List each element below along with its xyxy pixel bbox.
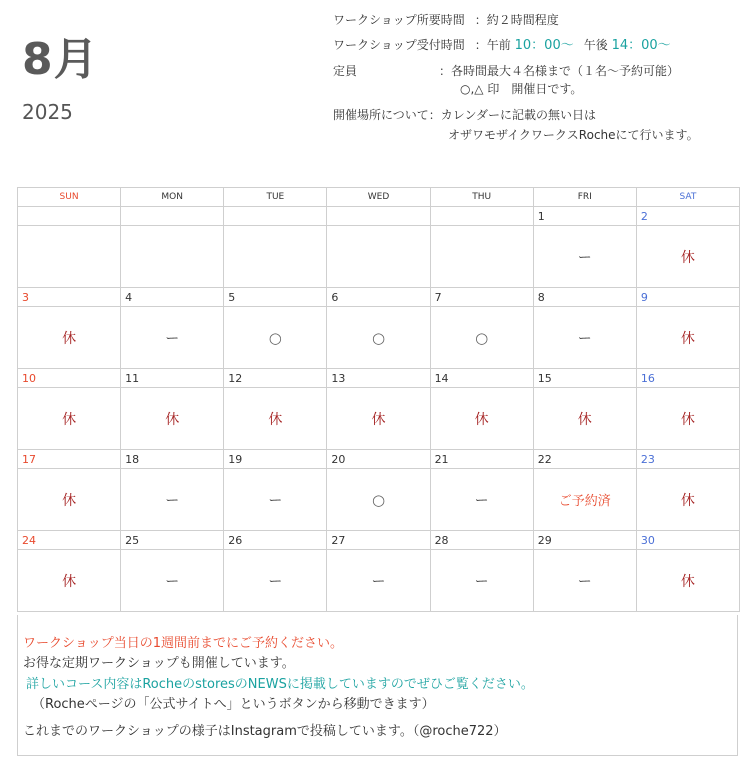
day-number: 18 (121, 450, 224, 469)
day-number: 17 (18, 450, 121, 469)
day-number: 4 (121, 288, 224, 307)
day-number: 27 (327, 531, 430, 550)
day-status (18, 226, 121, 288)
day-status-none: ー (327, 550, 430, 612)
day-status-closed: 休 (636, 388, 739, 450)
day-status-none: ー (121, 469, 224, 531)
month-title: 8月 (22, 34, 99, 85)
day-status-open: ○ (224, 307, 327, 369)
weekday-wed: WED (327, 188, 430, 207)
date-row (18, 207, 740, 226)
day-status-closed: 休 (636, 307, 739, 369)
day-status (430, 226, 533, 288)
day-number: 2 (636, 207, 739, 226)
notes-panel (17, 615, 738, 756)
reception-colon: ： (474, 38, 487, 52)
reception-label: ワークショップ受付時間 (333, 38, 465, 52)
day-status-none: ー (533, 550, 636, 612)
mark-row (18, 388, 740, 450)
day-status-booked: ご予約済 (533, 469, 636, 531)
weekday-thu: THU (430, 188, 533, 207)
day-number: 10 (18, 369, 121, 388)
capacity-label: 定員 (333, 64, 358, 78)
day-number: 11 (121, 369, 224, 388)
day-number: 9 (636, 288, 739, 307)
day-number: 8 (533, 288, 636, 307)
day-number: 19 (224, 450, 327, 469)
day-status-closed: 休 (430, 388, 533, 450)
day-number: 1 (533, 207, 636, 226)
day-number: 21 (430, 450, 533, 469)
day-status-open: ○ (327, 469, 430, 531)
day-number: 7 (430, 288, 533, 307)
mark-row (18, 550, 740, 612)
date-row (18, 288, 740, 307)
calendar-body (18, 207, 740, 612)
day-number: 13 (327, 369, 430, 388)
weekday-sat: SAT (636, 188, 739, 207)
calendar-table (17, 187, 740, 612)
day-status-none: ー (121, 307, 224, 369)
day-status-closed: 休 (18, 307, 121, 369)
weekday-tue: TUE (224, 188, 327, 207)
day-status-none: ー (224, 550, 327, 612)
day-number: 24 (18, 531, 121, 550)
day-number: 14 (430, 369, 533, 388)
weekday-fri: FRI (533, 188, 636, 207)
day-status (327, 226, 430, 288)
am-label: 午前 (486, 38, 511, 52)
note-course-details: 詳しいコース内容はRocheのstoresのNEWSに掲載していますのでぜひご覧ください。 (26, 677, 534, 692)
day-status-closed: 休 (327, 388, 430, 450)
duration-row (333, 12, 559, 28)
pm-label: 午後 (583, 38, 608, 52)
note-regular-workshop: お得な定期ワークショップも開催しています。 (23, 656, 295, 671)
day-number: 12 (224, 369, 327, 388)
capacity-value: ：各時間最大４名様まで（１名〜予約可能） (439, 64, 680, 78)
day-number: 23 (636, 450, 739, 469)
day-number (430, 207, 533, 226)
day-number: 5 (224, 288, 327, 307)
day-status-closed: 休 (18, 550, 121, 612)
day-number: 30 (636, 531, 739, 550)
day-number: 22 (533, 450, 636, 469)
pm-time: 14：00〜 (611, 38, 671, 53)
day-status-closed: 休 (18, 469, 121, 531)
day-number (121, 207, 224, 226)
weekday-mon: MON (121, 188, 224, 207)
mark-row (18, 307, 740, 369)
duration-value: ：約２時間程度 (474, 13, 559, 27)
day-status-none: ー (430, 469, 533, 531)
day-number: 28 (430, 531, 533, 550)
day-status-closed: 休 (636, 226, 739, 288)
date-row (18, 450, 740, 469)
day-status-none: ー (224, 469, 327, 531)
day-status-open: ○ (327, 307, 430, 369)
year-label: 2025 (22, 100, 73, 124)
day-status-none: ー (121, 550, 224, 612)
day-status (224, 226, 327, 288)
note-instagram: これまでのワークショップの様子はInstagramで投稿しています。（@roche722） (23, 724, 507, 739)
weekday-header-row (18, 188, 740, 207)
day-number (327, 207, 430, 226)
venue-note: オザワモザイクワークスRocheにて行います。 (448, 128, 699, 142)
am-time: 10：00〜 (514, 38, 574, 53)
day-status-closed: 休 (533, 388, 636, 450)
day-status-none: ー (430, 550, 533, 612)
mark-row (18, 226, 740, 288)
mark-row (18, 469, 740, 531)
day-number: 6 (327, 288, 430, 307)
note-official-site: （Rocheページの「公式サイトへ」というボタンから移動できます） (32, 697, 435, 712)
day-number: 26 (224, 531, 327, 550)
day-number: 20 (327, 450, 430, 469)
day-status-closed: 休 (121, 388, 224, 450)
venue-label: 開催場所について：カレンダーに記載の無い日は (333, 108, 596, 122)
capacity-note: ○,△ 印 開催日です。 (460, 82, 583, 96)
date-row (18, 369, 740, 388)
day-number (224, 207, 327, 226)
day-number: 25 (121, 531, 224, 550)
reception-row (333, 37, 671, 54)
day-number: 15 (533, 369, 636, 388)
note-reservation-deadline: ワークショップ当日の1週間前までにご予約ください。 (23, 636, 344, 651)
day-status (121, 226, 224, 288)
day-status-closed: 休 (18, 388, 121, 450)
day-status-none: ー (533, 226, 636, 288)
day-status-closed: 休 (224, 388, 327, 450)
day-status-closed: 休 (636, 469, 739, 531)
date-row (18, 531, 740, 550)
day-number (18, 207, 121, 226)
capacity-row (333, 63, 357, 79)
duration-label: ワークショップ所要時間 (333, 13, 465, 27)
day-number: 16 (636, 369, 739, 388)
day-status-open: ○ (430, 307, 533, 369)
day-number: 3 (18, 288, 121, 307)
day-number: 29 (533, 531, 636, 550)
day-status-closed: 休 (636, 550, 739, 612)
weekday-sun: SUN (18, 188, 121, 207)
day-status-none: ー (533, 307, 636, 369)
